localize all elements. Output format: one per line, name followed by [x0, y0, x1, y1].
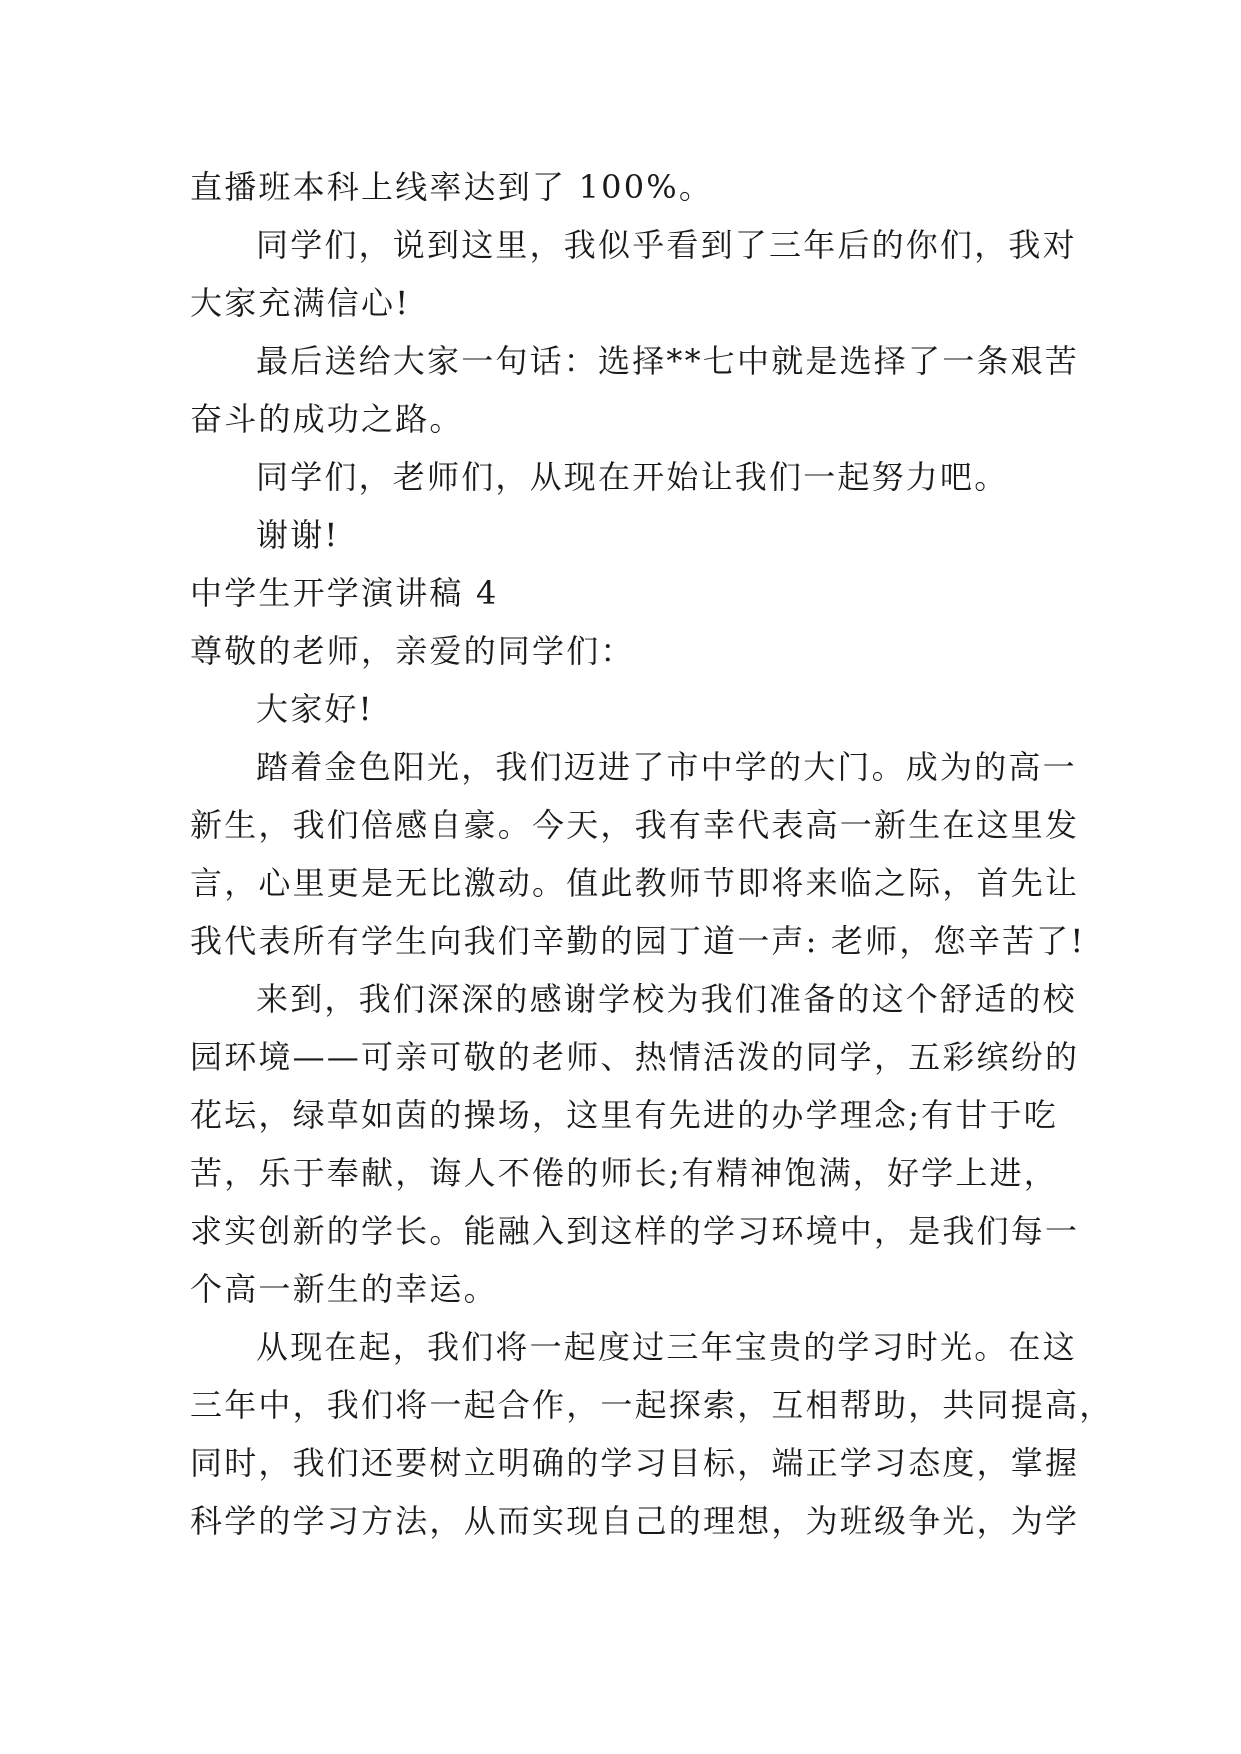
text-line-1: 直播班本科上线率达到了 100%。 [190, 168, 714, 206]
text-line-7: 谢谢! [256, 516, 340, 554]
text-line-4: 最后送给大家一句话：选择**七中就是选择了一条艰苦 [256, 342, 1080, 380]
text-line-17: 花坛，绿草如茵的操场，这里有先进的办学理念;有甘于吃 [190, 1096, 1058, 1134]
text-line-12: 新生，我们倍感自豪。今天，我有幸代表高一新生在这里发 [190, 806, 1080, 844]
text-line-6: 同学们，老师们，从现在开始让我们一起努力吧。 [256, 458, 1009, 496]
text-line-16: 园环境——可亲可敬的老师、热情活泼的同学，五彩缤纷的 [190, 1038, 1080, 1076]
text-line-15: 来到，我们深深的感谢学校为我们准备的这个舒适的校 [256, 980, 1077, 1018]
text-line-18: 苦，乐于奉献，诲人不倦的师长;有精神饱满，好学上进， [190, 1154, 1058, 1192]
text-line-21: 从现在起，我们将一起度过三年宝贵的学习时光。在这 [256, 1328, 1077, 1366]
section-heading: 中学生开学演讲稿 4 [190, 574, 499, 612]
text-line-19: 求实创新的学长。能融入到这样的学习环境中，是我们每一 [190, 1212, 1080, 1250]
text-line-5: 奋斗的成功之路。 [190, 400, 464, 438]
text-line-11: 踏着金色阳光，我们迈进了市中学的大门。成为的高一 [256, 748, 1077, 786]
salutation: 尊敬的老师，亲爱的同学们： [190, 632, 635, 670]
greeting: 大家好! [256, 690, 374, 728]
text-line-13: 言，心里更是无比激动。值此教师节即将来临之际，首先让 [190, 864, 1080, 902]
text-line-22: 三年中，我们将一起合作，一起探索，互相帮助，共同提高， [190, 1386, 1114, 1424]
document-body [190, 158, 1114, 1550]
text-line-3: 大家充满信心! [190, 284, 411, 322]
text-line-20: 个高一新生的幸运。 [190, 1270, 498, 1308]
text-line-24: 科学的学习方法，从而实现自己的理想，为班级争光，为学 [190, 1502, 1080, 1540]
text-line-23: 同时，我们还要树立明确的学习目标，端正学习态度，掌握 [190, 1444, 1080, 1482]
text-line-14: 我代表所有学生向我们辛勤的园丁道一声: 老师，您辛苦了! [190, 922, 1086, 960]
text-line-2: 同学们，说到这里，我似乎看到了三年后的你们，我对 [256, 226, 1077, 264]
